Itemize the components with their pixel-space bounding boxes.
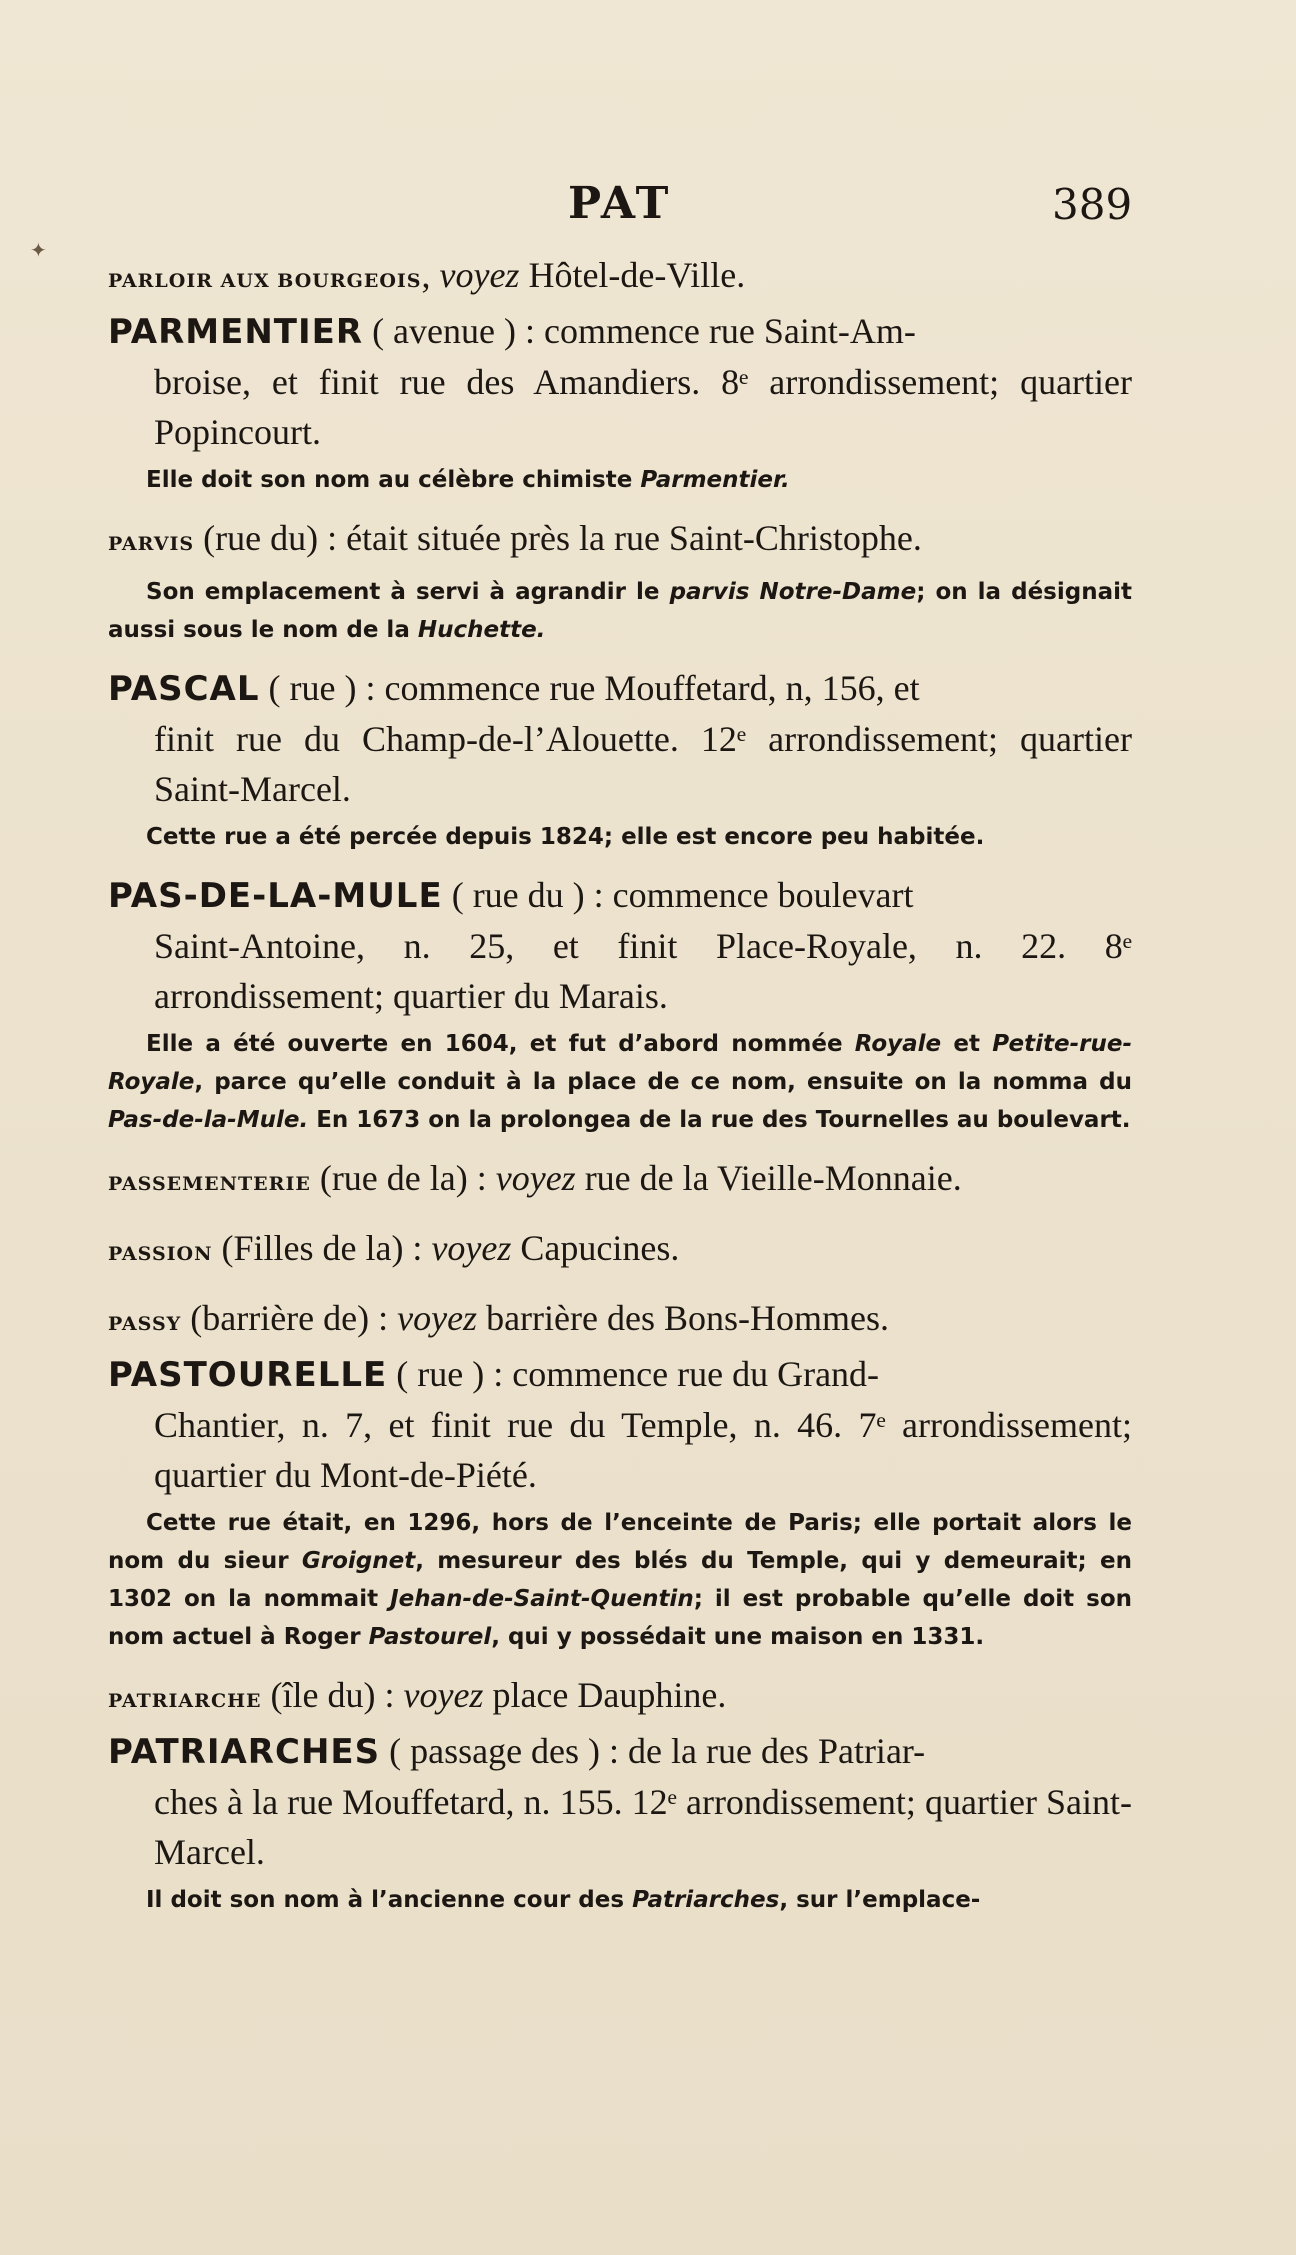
entry-pascal: PASCAL ( rue ) : commence rue Mouffetard, n, 156, et finit rue du Champ-de-l’Alouette. 12ᵉ arrondissement; quartier Saint-Marcel. Cette rue a été percée depuis 1824; elle est encore peu habitée. (108, 663, 1132, 856)
entry-note: Son emplacement à servi à agrandir le parvis Notre-Dame; on la désignait aussi sous le nom de la Huchette. (108, 579, 1132, 643)
headword: PATRIARCHES (108, 1732, 381, 1772)
entry-parvis: PARVIS (rue du) : était située près la rue Saint-Christophe. Son emplacement à servi à agrandir le parvis Notre-Dame; on la désignait aussi sous le nom de la Huchette. (108, 513, 1132, 649)
see-reference: voyez (403, 1675, 484, 1715)
running-head: PAT (568, 178, 672, 229)
entry-note: Elle a été ouverte en 1604, et fut d’abord nommée Royale et Petite-rue-Royale, parce qu’elle conduit à la place de ce nom, ensuite on la nomma du Pas-de-la-Mule. En 1673 on la prolongea de la rue des Tournelles au boulevart. (108, 1031, 1132, 1133)
entry-pas-de-la-mule: PAS-DE-LA-MULE ( rue du ) : commence boulevart Saint-Antoine, n. 25, et finit Place-Royale, n. 22. 8ᵉ arrondissement; quartier du Marais. Elle a été ouverte en 1604, et fut d’abord nommée Royale et Petite-rue-Royale, parce qu’elle conduit à la place de ce nom, ensuite on la nomma du Pas-de-la-Mule. En 1673 on la prolongea de la rue des Tournelles au boulevart. (108, 870, 1132, 1139)
headword: PASSY (108, 1313, 182, 1335)
entry-note: Cette rue était, en 1296, hors de l’enceinte de Paris; elle portait alors le nom du sieur Groignet, mesureur des blés du Temple, qui y demeurait; en 1302 on la nommait Jehan-de-Saint-Quentin; il est probable qu’elle doit son nom actuel à Roger Pastourel, qui y possédait une maison en 1331. (108, 1510, 1132, 1650)
entry-parloir: PARLOIR AUX BOURGEOIS, voyez Hôtel-de-Ville. (108, 255, 746, 295)
entry-passementerie: PASSEMENTERIE (rue de la) : voyez rue de la Vieille-Monnaie. (108, 1158, 962, 1198)
headword: PARLOIR AUX BOURGEOIS (108, 270, 422, 292)
see-reference: voyez (439, 255, 520, 295)
headword: PATRIARCHE (108, 1690, 262, 1712)
dictionary-entries (108, 250, 1132, 1933)
headword: PARMENTIER (108, 312, 364, 352)
entry-note: Il doit son nom à l’ancienne cour des Patriarches, sur l’emplace- (146, 1887, 981, 1913)
headword: PARVIS (108, 533, 195, 555)
see-reference: voyez (495, 1158, 576, 1198)
entry-pastourelle: PASTOURELLE ( rue ) : commence rue du Grand- Chantier, n. 7, et finit rue du Temple, n. 46. 7ᵉ arrondissement; quartier du Mont-de-Piété. Cette rue était, en 1296, hors de l’enceinte de Paris; elle portait alors le nom du sieur Groignet, mesureur des blés du Temple, qui y demeurait; en 1302 on la nommait Jehan-de-Saint-Quentin; il est probable qu’elle doit son nom actuel à Roger Pastourel, qui y possédait une maison en 1331. (108, 1349, 1132, 1656)
headword: PASSEMENTERIE (108, 1173, 311, 1195)
entry-note: Elle doit son nom au célèbre chimiste Parmentier. (146, 467, 790, 493)
entry-patriarche: PATRIARCHE (île du) : voyez place Dauphine. (108, 1675, 727, 1715)
headword: PASTOURELLE (108, 1355, 388, 1395)
headword: PAS-DE-LA-MULE (108, 876, 443, 916)
margin-mark: ✦ (30, 240, 47, 262)
entry-passion: PASSION (Filles de la) : voyez Capucines. (108, 1228, 680, 1268)
see-reference: voyez (431, 1228, 512, 1268)
headword: PASCAL (108, 669, 260, 709)
see-reference: voyez (397, 1298, 478, 1338)
page-header (0, 178, 1296, 248)
headword: PASSION (108, 1243, 213, 1265)
entry-parmentier: PARMENTIER ( avenue ) : commence rue Saint-Am- broise, et finit rue des Amandiers. 8ᵉ arrondissement; quartier Popincourt. Elle doit son nom au célèbre chimiste Parmentier. (108, 306, 1132, 499)
page-number: 389 (1052, 180, 1133, 229)
entry-note: Cette rue a été percée depuis 1824; elle est encore peu habitée. (146, 824, 985, 850)
entry-passy: PASSY (barrière de) : voyez barrière des Bons-Hommes. (108, 1298, 889, 1338)
entry-patriarches: PATRIARCHES ( passage des ) : de la rue des Patriar- ches à la rue Mouffetard, n. 155. 12ᵉ arrondissement; quartier Saint-Marcel. Il doit son nom à l’ancienne cour des Patriarches, sur l’emplace- (108, 1726, 1132, 1919)
